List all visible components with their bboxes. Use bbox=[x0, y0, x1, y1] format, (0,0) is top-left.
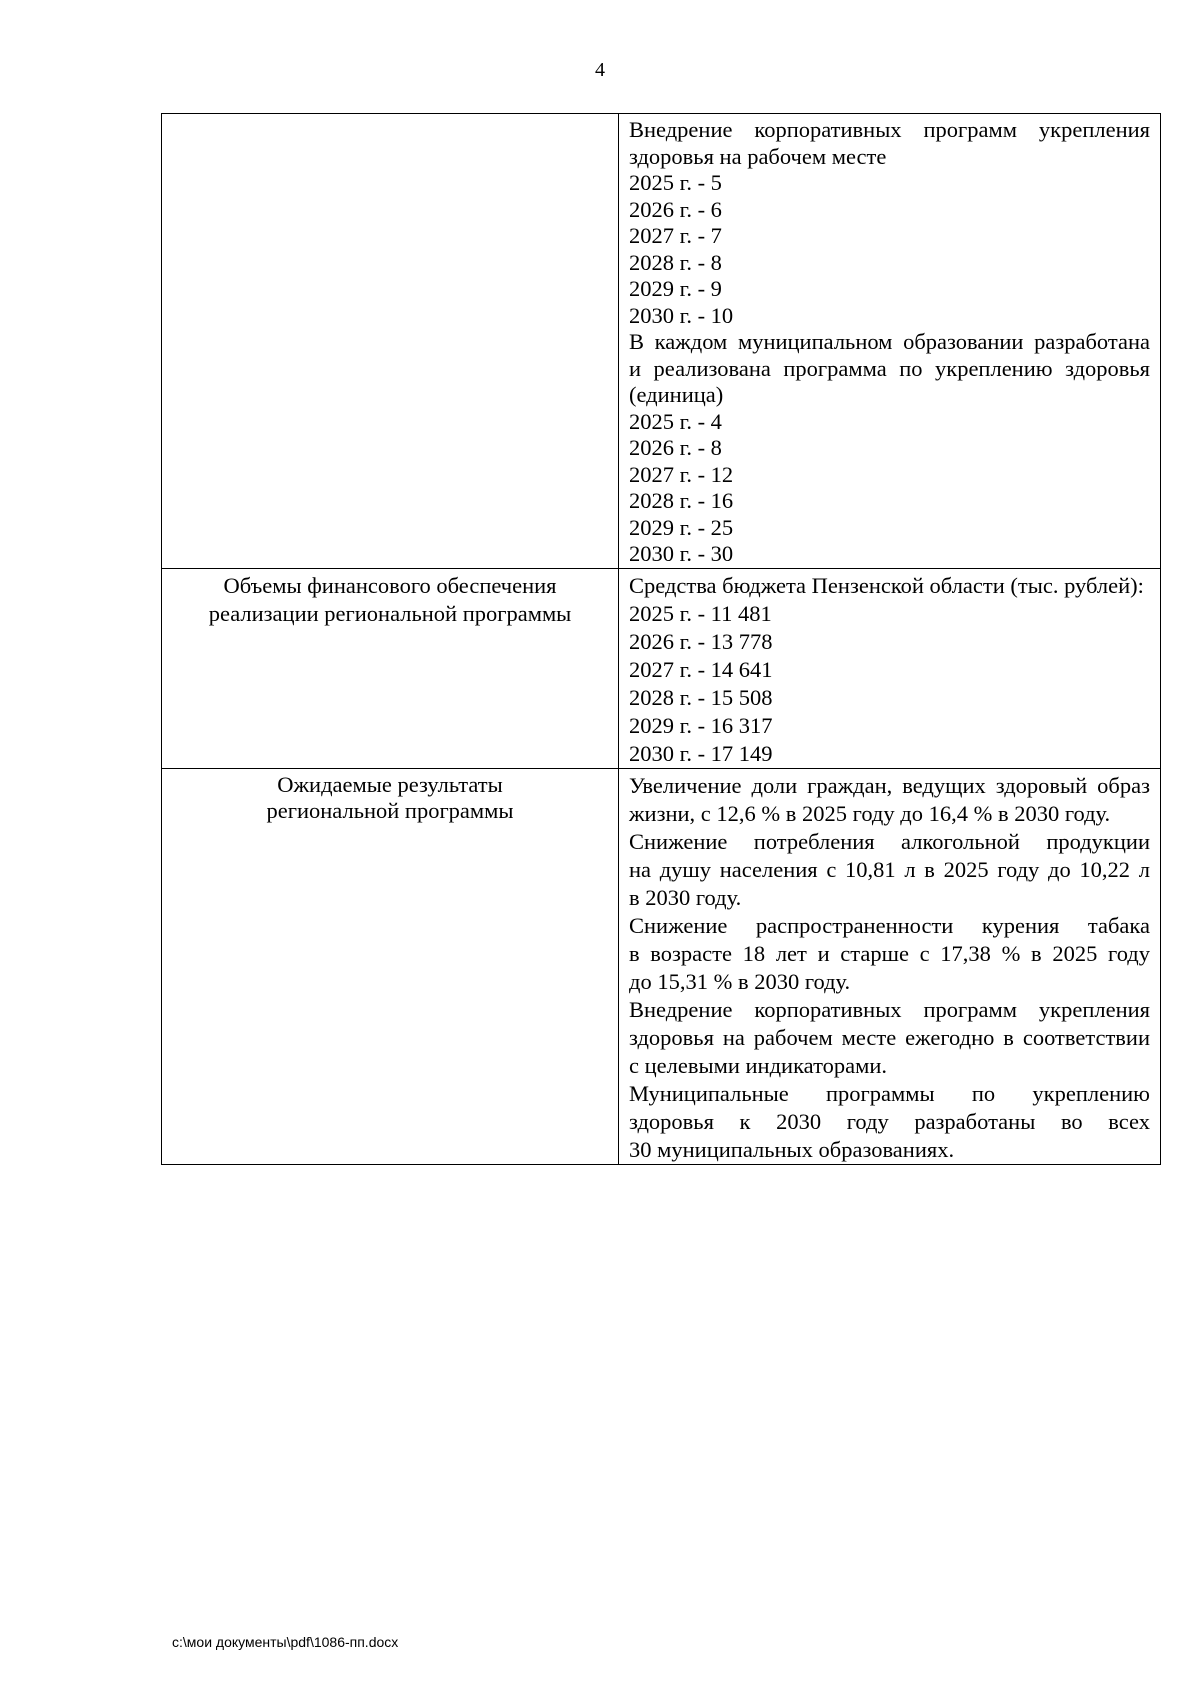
cell-text-line: 2025 г. - 11 481 bbox=[629, 600, 772, 626]
cell-text-line: 2025 г. - 4 bbox=[629, 408, 722, 434]
cell-text-line: Увеличение доли граждан, ведущих здоровый образ bbox=[629, 772, 1150, 798]
results-label-cell bbox=[162, 768, 619, 1164]
program-passport-table bbox=[161, 113, 1161, 1165]
cell-text-line: здоровья на рабочем месте ежегодно в соответствии bbox=[629, 1024, 1150, 1050]
cell-text-line: в возрасте 18 лет и старше с 17,38 % в 2025 году bbox=[629, 940, 1150, 966]
row-label-empty bbox=[162, 114, 619, 569]
cell-text-line: Ожидаемые результаты bbox=[277, 771, 503, 797]
cell-text-line: 2026 г. - 6 bbox=[629, 196, 722, 222]
cell-text-line: жизни, с 12,6 % в 2025 году до 16,4 % в 2030 году. bbox=[629, 800, 1111, 826]
table-row-indicators bbox=[162, 114, 1161, 569]
cell-text-line: здоровья на рабочем месте bbox=[629, 143, 887, 169]
footer-file-path: c:\мои документы\pdf\1086-пп.docx bbox=[172, 1634, 399, 1650]
cell-text-line: 2029 г. - 9 bbox=[629, 276, 722, 301]
cell-text-line: Внедрение корпоративных программ укрепления bbox=[629, 996, 1150, 1022]
cell-text-line: 2026 г. - 8 bbox=[629, 435, 722, 460]
cell-text-line: на душу населения с 10,81 л в 2025 году до 10,22 л bbox=[629, 856, 1150, 882]
indicators-cell bbox=[619, 114, 1161, 569]
funding-label-cell bbox=[162, 568, 619, 768]
cell-text-line: и реализована программа по укреплению здоровья bbox=[629, 355, 1150, 381]
cell-text-line: 2030 г. - 30 bbox=[629, 541, 734, 566]
cell-text-line: реализации региональной программы bbox=[208, 600, 572, 626]
cell-text-line: Внедрение корпоративных программ укрепления bbox=[629, 117, 1150, 142]
cell-text-line: Средства бюджета Пензенской области (тыс. рублей): bbox=[629, 572, 1144, 598]
page-number: 4 bbox=[595, 59, 605, 81]
cell-text-line: 2029 г. - 16 317 bbox=[629, 712, 773, 738]
cell-text-line: 2026 г. - 13 778 bbox=[629, 628, 773, 654]
cell-text-line: В каждом муниципальном образовании разработана bbox=[629, 329, 1150, 354]
results-values-cell bbox=[619, 768, 1161, 1164]
cell-text-line: Снижение потребления алкогольной продукции bbox=[629, 828, 1150, 854]
cell-text-line: 2027 г. - 7 bbox=[629, 223, 722, 248]
cell-text-line: 2030 г. - 10 bbox=[629, 302, 734, 328]
cell-text-line: Снижение распространенности курения табака bbox=[629, 912, 1150, 938]
table-row-results bbox=[162, 768, 1161, 1164]
cell-text-line: до 15,31 % в 2030 году. bbox=[629, 968, 851, 994]
cell-text-line: 2027 г. - 12 bbox=[629, 461, 734, 487]
cell-text-line: 2030 г. - 17 149 bbox=[629, 740, 773, 766]
cell-text-line: в 2030 году. bbox=[629, 884, 742, 910]
cell-text-line: Объемы финансового обеспечения bbox=[223, 572, 557, 598]
cell-text-line: 2027 г. - 14 641 bbox=[629, 656, 773, 682]
cell-text-line: здоровья к 2030 году разработаны во всех bbox=[629, 1108, 1150, 1134]
cell-text-line: Муниципальные программы по укреплению bbox=[629, 1080, 1150, 1106]
cell-text-line: 2028 г. - 8 bbox=[629, 249, 722, 275]
cell-text-line: 2029 г. - 25 bbox=[629, 514, 734, 540]
table-row-funding bbox=[162, 568, 1161, 768]
cell-text-line: 2028 г. - 16 bbox=[629, 488, 734, 513]
cell-text-line: региональной программы bbox=[266, 798, 514, 823]
cell-text-line: (единица) bbox=[629, 382, 724, 407]
cell-text-line: 2025 г. - 5 bbox=[629, 170, 722, 195]
cell-text-line: 2028 г. - 15 508 bbox=[629, 684, 773, 710]
cell-text-line: 30 муниципальных образованиях. bbox=[629, 1136, 955, 1162]
funding-values-cell bbox=[619, 568, 1161, 768]
cell-text-line: с целевыми индикаторами. bbox=[629, 1052, 887, 1078]
